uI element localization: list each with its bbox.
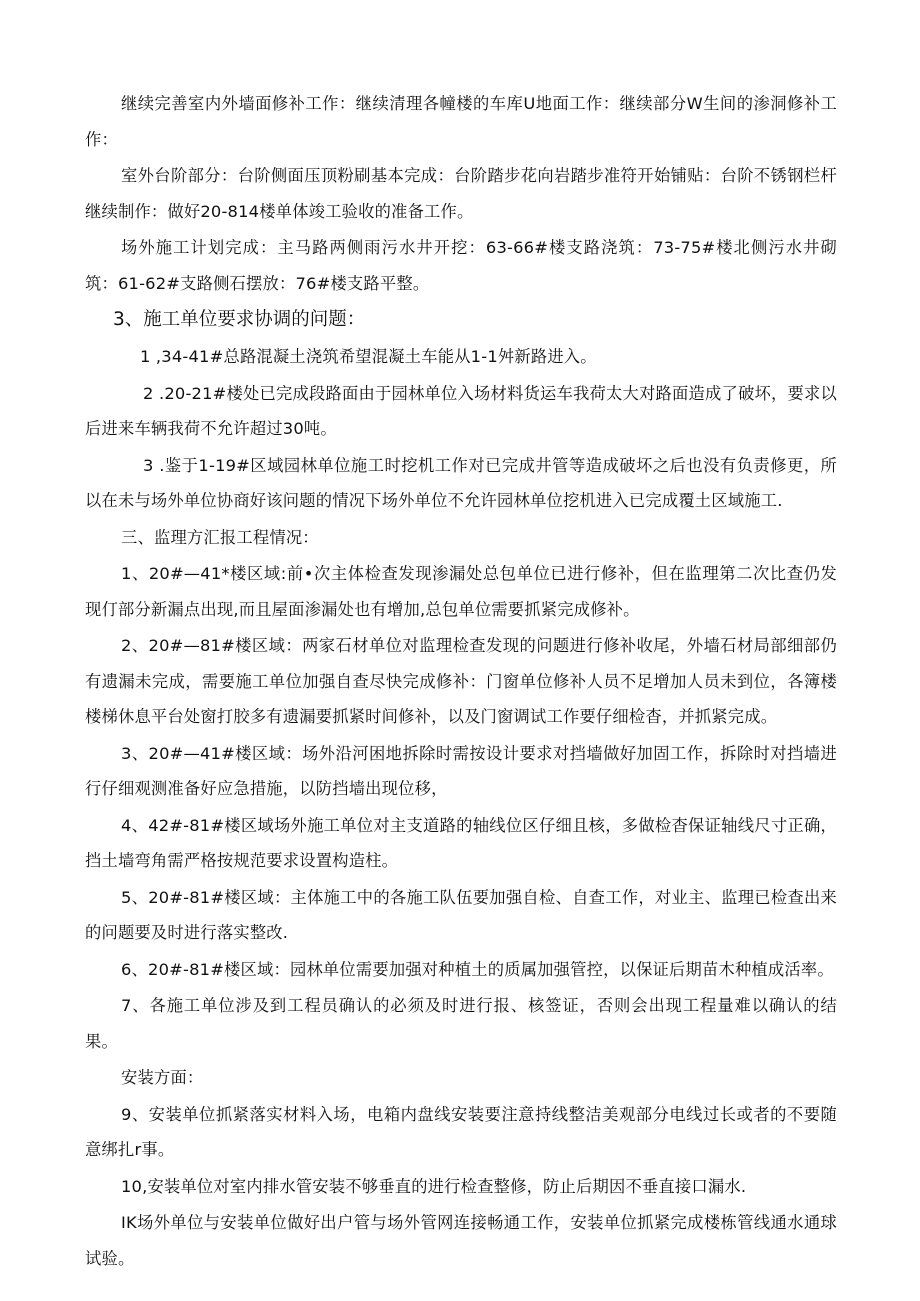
installation-item-11: IK场外单位与安装单位做好出户管与场外管网连接畅通工作，安装单位抓紧完成楼栋管线通水通球试验。	[85, 1213, 837, 1268]
coordination-item-1: 1 ,34-41#总路混凝土浇筑希望混凝土车能从1-1舛新路进入。	[140, 347, 597, 366]
document-page	[85, 86, 837, 1276]
supervision-item-6: 6、20#-81#楼区域：园林单位需要加强对种植土的质属加强管控，以保证后期苗木种植成活率。	[121, 959, 834, 979]
coordination-item-2: 2 .20-21#楼处已完成段路面由于园林单位入场材料货运车我荷太大对路面造成了破坏，要求以后进来车辆我荷不允许超过30吨。	[85, 383, 837, 438]
supervision-item-4: 4、42#-81#楼区域场外施工单位对主支道路的轴线位区仔细且核，多做检杳保证轴线尺寸正确，挡土墙弯角需严格按规范要求设置构造柱。	[85, 815, 837, 870]
paragraph-outdoor-steps: 室外台阶部分：台阶侧面压顶粉刷基本完成：台阶踏步花向岩踏步准符开始铺贴：台阶不锈钢栏杆继续制作：做好20-814楼单体竣工验收的准备工作。	[85, 166, 837, 221]
supervision-item-2: 2、20#—81#楼区域：两家石材单位对监理检查发现的问题进行修补收尾，外墙石材局部细部仍有遗漏未完成，需要施工单位加强自查尽快完成修补：门窗单位修补人员不足增加人员未到位，各簿楼楼梯休息平台处窗打胶多有遗漏要抓紧时间修补，以及门窗调试工作要仔细检杳，并抓紧完成。	[85, 636, 837, 726]
heading-coordination: 3、施工单位要求协调的问题：	[113, 309, 366, 330]
paragraph-wall-repair: 继续完善室内外墙面修补工作：继续清理各幢楼的车库U地面工作：继续部分W生间的渗洞修补工作：	[85, 94, 837, 149]
installation-item-10: 10,安装单位对室内排水管安装不够垂直的进行检查整修，防止后期因不垂直接口漏水.	[121, 1176, 747, 1196]
paragraph-site-plan: 场外施工计划完成：主马路两侧雨污水井开挖：63-66#楼支路浇筑：73-75#楼北侧污水井砌筑：61-62#支路侧石摆放：76#楼支路平整。	[85, 238, 837, 293]
supervision-item-5: 5、20#-81#楼区域：主体施工中的各施工队伍要加强自检、自查工作，对业主、监理已检查出来的问题要及时进行落实整改.	[85, 887, 837, 942]
heading-supervision-report: 三、监理方汇报工程情况：	[121, 527, 319, 547]
supervision-item-7: 7、各施工单位涉及到工程员确认的必须及时进行报、核签证，否则会出现工程量难以确认的结果。	[85, 996, 837, 1051]
supervision-item-1: 1、20#—41*楼区域:前•次主体检查发现渗漏处总包单位已进行修补，但在监理第二次比查仍发现仃部分新漏点出现,而且屋面渗漏处也有增加,总包单位需要抓紧完成修补。	[85, 564, 837, 619]
supervision-item-3: 3、20#—41#楼区域：场外沿河困地拆除时需按设计要求对挡墙做好加固工作，拆除时对挡墙进行仔细观测准备好应急措施，以防挡墙出现位移，	[85, 743, 837, 798]
installation-item-9: 9、安装单位抓紧落实材料入场，电箱内盘线安装要注意持线整洁美观部分电线过长或者的不要随意绑扎r事。	[85, 1104, 837, 1159]
coordination-item-3: 3 .鉴于1-19#区域园林单位施工时挖机工作对已完成井管等造成破坏之后也没有负责修更，所以在未与场外单位协商好该问题的情况下场外单位不允许园林单位挖机进入已完成覆土区域施工.	[85, 455, 837, 510]
heading-installation: 安装方面：	[121, 1068, 204, 1087]
